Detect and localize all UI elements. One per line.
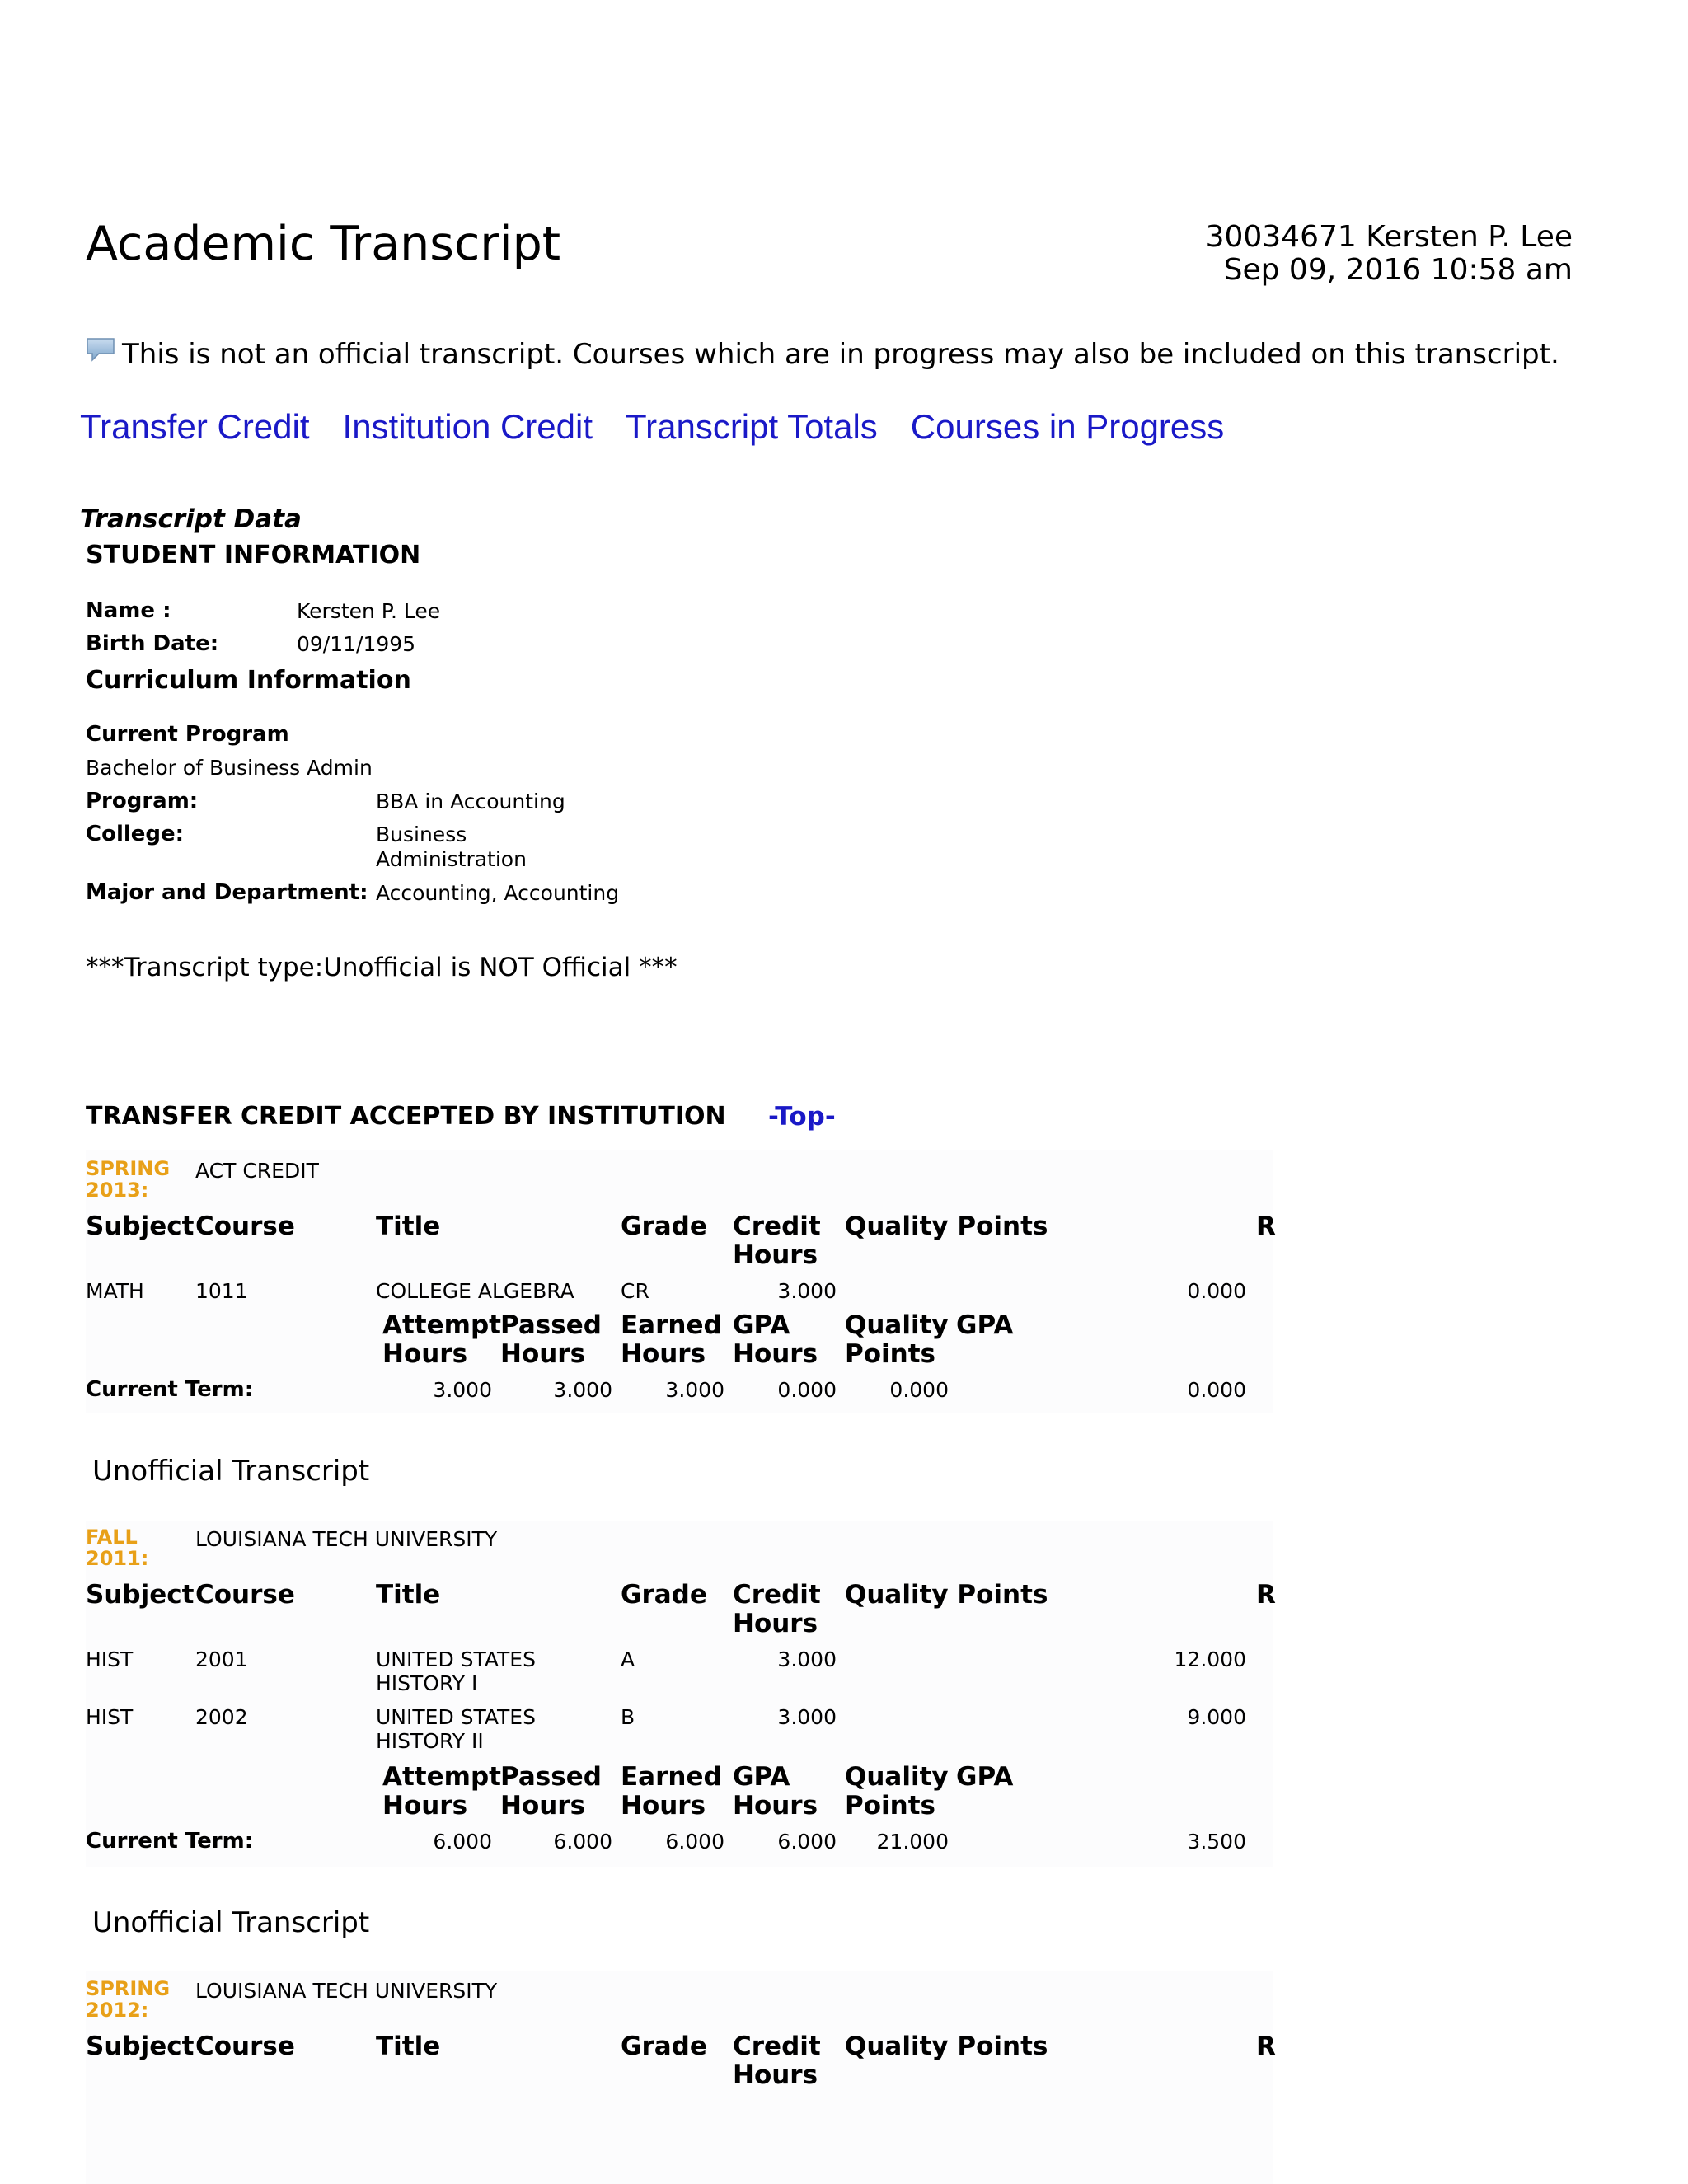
student-info-heading: STUDENT INFORMATION — [86, 541, 421, 569]
col-credit-hours — [733, 1212, 821, 1270]
term-block — [86, 1971, 1273, 2184]
col-subject: Subject — [86, 2032, 195, 2061]
col-earned-hours-label: Hours — [621, 1339, 706, 1369]
col-credit: Credit — [733, 2032, 821, 2061]
cell-subject: HIST — [86, 1705, 134, 1729]
col-gpa-hours-label: Hours — [733, 1339, 818, 1369]
section-nav — [80, 407, 1257, 447]
term-year: 2011: — [86, 1547, 149, 1570]
col-r: R — [1256, 1212, 1276, 1241]
term-season: SPRING — [86, 1157, 171, 1180]
col-hours: Hours — [733, 1609, 818, 1638]
notice-text: This is not an official transcript. Courses which are in progress may also be included on this transcript. — [122, 338, 1559, 371]
curriculum-heading: Curriculum Information — [86, 666, 411, 695]
current-term-label: Current Term: — [86, 1377, 254, 1402]
col-grade: Grade — [621, 2032, 707, 2061]
col-passed: Passed — [500, 1310, 602, 1340]
col-passed: Passed — [500, 1762, 602, 1792]
col-passed-hours — [500, 1763, 602, 1821]
cell-quality-points: 9.000 — [1187, 1705, 1246, 1729]
term-season: FALL — [86, 1526, 138, 1549]
cell-subject: MATH — [86, 1279, 144, 1303]
cell-title-line2: HISTORY I — [376, 1671, 478, 1695]
college-label: College: — [86, 822, 185, 846]
unofficial-label: Unofficial Transcript — [92, 1906, 370, 1939]
transcript-type: ***Transcript type:Unofficial is NOT Official *** — [86, 953, 678, 982]
col-passed-hours-label: Hours — [500, 1791, 586, 1821]
current-program-label: Current Program — [86, 722, 289, 747]
cell-title — [376, 1705, 536, 1753]
notice — [86, 338, 1559, 371]
col-points: Points — [845, 1791, 935, 1821]
col-gpa-hours — [733, 1763, 818, 1821]
col-attempt-hours — [382, 1763, 501, 1821]
col-quality-points: Quality Points — [845, 2032, 1048, 2061]
cell-credit-hours: 3.000 — [777, 1647, 837, 1671]
col-credit-hours — [733, 2032, 821, 2090]
birth-value: 09/11/1995 — [297, 632, 416, 656]
name-value: Kersten P. Lee — [297, 599, 441, 623]
col-title: Title — [376, 1580, 441, 1610]
col-title: Title — [376, 1212, 441, 1241]
total-passed: 3.000 — [553, 1378, 612, 1402]
total-gpa: 3.500 — [1187, 1830, 1246, 1854]
col-gpa-total: GPA — [956, 1762, 1014, 1792]
header-info — [1206, 221, 1573, 287]
col-hours: Hours — [733, 1240, 818, 1270]
cell-title-line1: UNITED STATES — [376, 1647, 536, 1671]
nav-courses-in-progress[interactable]: Courses in Progress — [910, 407, 1225, 446]
col-quality-pts — [845, 1311, 949, 1369]
institution-name: ACT CREDIT — [195, 1159, 319, 1183]
col-credit-hours — [733, 1581, 821, 1638]
col-course: Course — [195, 1212, 295, 1241]
total-quality-points: 21.000 — [876, 1830, 949, 1854]
nav-transcript-totals[interactable]: Transcript Totals — [626, 407, 878, 446]
col-earned-hours — [621, 1311, 722, 1369]
cell-title: COLLEGE ALGEBRA — [376, 1279, 574, 1303]
total-earned: 6.000 — [665, 1830, 724, 1854]
col-quality-points: Quality Points — [845, 1212, 1048, 1241]
program-label: Program: — [86, 789, 199, 813]
total-passed: 6.000 — [553, 1830, 612, 1854]
major-label: Major and Department: — [86, 880, 368, 905]
cell-grade: A — [621, 1647, 635, 1671]
col-attempt-hours-label: Hours — [382, 1339, 468, 1369]
col-earned-hours-label: Hours — [621, 1791, 706, 1821]
program-value: BBA in Accounting — [376, 790, 565, 813]
col-points: Points — [845, 1339, 935, 1369]
col-gpa-total: GPA — [956, 1310, 1014, 1340]
total-quality-points: 0.000 — [889, 1378, 949, 1402]
col-passed-hours-label: Hours — [500, 1339, 586, 1369]
page-title: Academic Transcript — [86, 217, 561, 271]
col-gpa: GPA — [733, 1310, 790, 1340]
cell-course: 1011 — [195, 1279, 248, 1303]
col-course: Course — [195, 1580, 295, 1610]
col-credit: Credit — [733, 1580, 821, 1610]
col-title: Title — [376, 2032, 441, 2061]
top-link[interactable]: -Top- — [768, 1102, 836, 1132]
birth-label: Birth Date: — [86, 631, 219, 656]
speech-bubble-icon — [86, 337, 115, 362]
report-datetime: Sep 09, 2016 10:58 am — [1223, 253, 1573, 287]
cell-subject: HIST — [86, 1647, 134, 1671]
cell-title — [376, 1647, 536, 1695]
col-attempt: Attempt — [382, 1310, 501, 1340]
term-label — [86, 1978, 170, 2021]
term-block — [86, 1150, 1273, 1413]
col-quality-pts — [845, 1763, 949, 1821]
cell-course: 2001 — [195, 1647, 248, 1671]
col-earned-hours — [621, 1763, 722, 1821]
college-value-1: Business — [376, 823, 467, 846]
col-credit: Credit — [733, 1212, 821, 1241]
col-quality: Quality — [845, 1310, 949, 1340]
term-label — [86, 1158, 170, 1201]
col-quality-points: Quality Points — [845, 1580, 1048, 1610]
col-grade: Grade — [621, 1212, 707, 1241]
col-course: Course — [195, 2032, 295, 2061]
nav-transfer-credit[interactable]: Transfer Credit — [80, 407, 310, 446]
unofficial-label: Unofficial Transcript — [92, 1455, 370, 1488]
total-attempt: 6.000 — [433, 1830, 492, 1854]
transfer-heading: TRANSFER CREDIT ACCEPTED BY INSTITUTION — [86, 1102, 726, 1131]
term-season: SPRING — [86, 1977, 171, 2000]
cell-credit-hours: 3.000 — [777, 1279, 837, 1303]
major-value: Accounting, Accounting — [376, 881, 620, 905]
col-gpa-hours — [733, 1311, 818, 1369]
term-label — [86, 1526, 148, 1569]
term-year: 2013: — [86, 1179, 149, 1202]
col-attempt: Attempt — [382, 1762, 501, 1792]
cell-title-line2: HISTORY II — [376, 1729, 484, 1753]
term-year: 2012: — [86, 1999, 149, 2022]
col-earned: Earned — [621, 1762, 722, 1792]
institution-name: LOUISIANA TECH UNIVERSITY — [195, 1527, 498, 1551]
total-earned: 3.000 — [665, 1378, 724, 1402]
transcript-data-label: Transcript Data — [80, 504, 302, 534]
nav-institution-credit[interactable]: Institution Credit — [342, 407, 593, 446]
col-earned: Earned — [621, 1310, 722, 1340]
cell-quality-points: 12.000 — [1174, 1647, 1246, 1671]
col-grade: Grade — [621, 1580, 707, 1610]
current-term-label: Current Term: — [86, 1829, 254, 1854]
institution-name: LOUISIANA TECH UNIVERSITY — [195, 1979, 498, 2003]
current-program-value: Bachelor of Business Admin — [86, 756, 373, 780]
total-gpa: 0.000 — [1187, 1378, 1246, 1402]
col-hours: Hours — [733, 2060, 818, 2090]
col-r: R — [1256, 2032, 1276, 2061]
cell-title-line1: UNITED STATES — [376, 1705, 536, 1729]
col-gpa: GPA — [733, 1762, 790, 1792]
cell-credit-hours: 3.000 — [777, 1705, 837, 1729]
name-label: Name : — [86, 598, 171, 623]
col-gpa-hours-label: Hours — [733, 1791, 818, 1821]
total-gpa-hours: 6.000 — [777, 1830, 837, 1854]
total-gpa-hours: 0.000 — [777, 1378, 837, 1402]
col-subject: Subject — [86, 1580, 195, 1610]
col-quality: Quality — [845, 1762, 949, 1792]
total-attempt: 3.000 — [433, 1378, 492, 1402]
college-value-2: Administration — [376, 847, 527, 871]
col-attempt-hours-label: Hours — [382, 1791, 468, 1821]
student-id-name: 30034671 Kersten P. Lee — [1205, 220, 1573, 254]
col-subject: Subject — [86, 1212, 195, 1241]
col-r: R — [1256, 1580, 1276, 1610]
cell-grade: CR — [621, 1279, 649, 1303]
cell-course: 2002 — [195, 1705, 248, 1729]
col-passed-hours — [500, 1311, 602, 1369]
cell-grade: B — [621, 1705, 635, 1729]
col-attempt-hours — [382, 1311, 501, 1369]
cell-quality-points: 0.000 — [1187, 1279, 1246, 1303]
